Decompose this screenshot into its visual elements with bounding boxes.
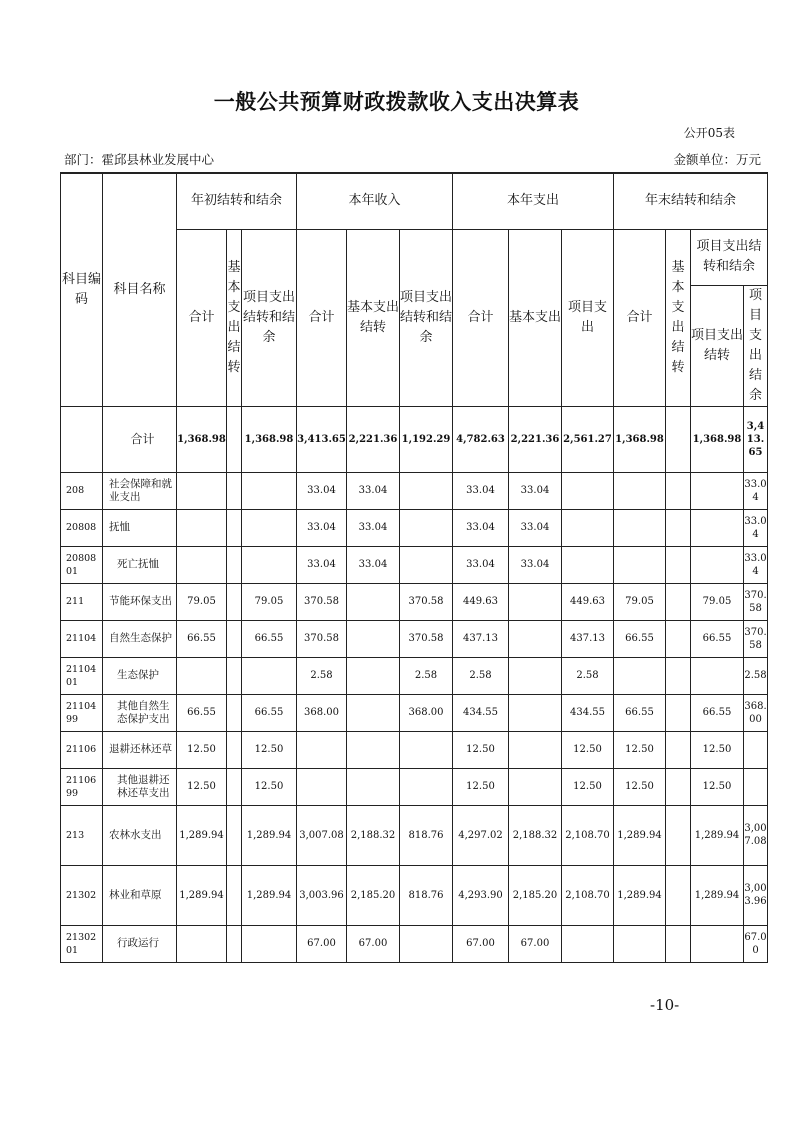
amount-cell (177, 546, 227, 583)
amount-cell (666, 546, 691, 583)
subject-name-cell: 退耕还林还草 (103, 731, 177, 768)
amount-cell: 33.04 (347, 546, 400, 583)
header-group-begin: 年初结转和结余 (177, 173, 297, 229)
table-row (61, 925, 768, 962)
subject-name-cell: 社会保障和就业支出 (103, 472, 177, 509)
amount-cell: 1,192.29 (400, 406, 453, 472)
subject-code-cell: 2130201 (61, 925, 103, 962)
amount-cell (347, 657, 400, 694)
amount-cell (227, 805, 242, 865)
amount-cell (509, 731, 562, 768)
header-income-basic: 基本支出结转 (347, 229, 400, 406)
amount-cell: 818.76 (400, 865, 453, 925)
amount-cell (509, 694, 562, 731)
amount-cell: 434.55 (453, 694, 509, 731)
amount-cell (614, 657, 666, 694)
amount-cell (227, 546, 242, 583)
amount-cell (227, 865, 242, 925)
amount-cell: 12.50 (562, 768, 614, 805)
header-begin-project: 项目支出结转和结余 (242, 229, 297, 406)
table-row (61, 546, 768, 583)
amount-cell (297, 768, 347, 805)
amount-cell: 79.05 (691, 583, 744, 620)
amount-cell (227, 406, 242, 472)
subject-name-cell: 节能环保支出 (103, 583, 177, 620)
amount-unit-label: 金额单位：万元 (673, 152, 761, 167)
amount-cell (227, 731, 242, 768)
amount-cell (666, 472, 691, 509)
amount-cell (744, 731, 768, 768)
amount-cell (666, 694, 691, 731)
amount-cell (227, 768, 242, 805)
header-end-project-surplus: 项目支出结余 (744, 285, 768, 406)
subject-code-cell: 21106 (61, 731, 103, 768)
amount-cell: 66.55 (691, 694, 744, 731)
subject-code-cell: 213 (61, 805, 103, 865)
amount-cell: 1,368.98 (691, 406, 744, 472)
amount-cell: 2,108.70 (562, 865, 614, 925)
amount-cell (400, 546, 453, 583)
subject-code-cell: 211 (61, 583, 103, 620)
amount-cell: 12.50 (614, 731, 666, 768)
amount-cell: 437.13 (453, 620, 509, 657)
subject-name-cell: 死亡抚恤 (103, 546, 177, 583)
subject-code-cell: 21302 (61, 865, 103, 925)
amount-cell: 1,289.94 (242, 805, 297, 865)
amount-cell: 33.04 (347, 472, 400, 509)
amount-cell (691, 657, 744, 694)
table-row (61, 805, 768, 865)
amount-cell: 66.55 (242, 694, 297, 731)
amount-cell (347, 583, 400, 620)
amount-cell: 1,289.94 (691, 805, 744, 865)
amount-cell: 434.55 (562, 694, 614, 731)
amount-cell: 1,289.94 (177, 865, 227, 925)
amount-cell: 79.05 (614, 583, 666, 620)
amount-cell: 368.00 (400, 694, 453, 731)
subject-code-cell (61, 406, 103, 472)
amount-cell: 33.04 (744, 509, 768, 546)
amount-cell: 437.13 (562, 620, 614, 657)
amount-cell (347, 768, 400, 805)
amount-cell: 818.76 (400, 805, 453, 865)
header-begin-basic: 基本支出结转 (227, 229, 242, 406)
amount-cell (297, 731, 347, 768)
amount-cell (666, 925, 691, 962)
amount-cell: 2,188.32 (509, 805, 562, 865)
amount-cell: 33.04 (509, 509, 562, 546)
page-title: 一般公共预算财政拨款收入支出决算表 (213, 90, 580, 114)
amount-cell: 33.04 (297, 472, 347, 509)
department-label: 部门：霍邱县林业发展中心 (64, 152, 215, 167)
amount-cell: 449.63 (562, 583, 614, 620)
amount-cell: 33.04 (297, 546, 347, 583)
amount-cell: 33.04 (453, 509, 509, 546)
amount-cell (242, 925, 297, 962)
amount-cell (509, 768, 562, 805)
amount-cell: 3,003.96 (744, 865, 768, 925)
amount-cell (691, 546, 744, 583)
amount-cell: 2,185.20 (347, 865, 400, 925)
amount-cell: 3,413.65 (297, 406, 347, 472)
amount-cell (227, 583, 242, 620)
subject-name-cell: 行政运行 (103, 925, 177, 962)
amount-cell: 1,289.94 (691, 865, 744, 925)
amount-cell: 12.50 (177, 731, 227, 768)
amount-cell: 33.04 (453, 472, 509, 509)
table-row (61, 694, 768, 731)
amount-cell: 67.00 (744, 925, 768, 962)
amount-cell (666, 620, 691, 657)
header-expense-project: 项目支出 (562, 229, 614, 406)
amount-cell: 370.58 (297, 620, 347, 657)
amount-cell: 1,368.98 (177, 406, 227, 472)
amount-cell: 368.00 (744, 694, 768, 731)
amount-cell (666, 731, 691, 768)
header-end-project-group: 项目支出结转和结余 (691, 229, 768, 285)
amount-cell: 12.50 (562, 731, 614, 768)
amount-cell: 2,188.32 (347, 805, 400, 865)
amount-cell (666, 509, 691, 546)
table-row (61, 731, 768, 768)
header-end-project-carryover: 项目支出结转 (691, 285, 744, 406)
amount-cell: 368.00 (297, 694, 347, 731)
amount-cell: 370.58 (744, 620, 768, 657)
amount-cell (614, 925, 666, 962)
amount-cell: 33.04 (297, 509, 347, 546)
amount-cell: 2,108.70 (562, 805, 614, 865)
amount-cell: 1,289.94 (614, 865, 666, 925)
amount-cell: 66.55 (614, 694, 666, 731)
amount-cell: 12.50 (453, 731, 509, 768)
total-row (61, 406, 768, 472)
subject-name-cell: 合计 (103, 406, 177, 472)
amount-cell (400, 731, 453, 768)
amount-cell: 66.55 (691, 620, 744, 657)
amount-cell (666, 865, 691, 925)
amount-cell (400, 925, 453, 962)
amount-cell: 370.58 (744, 583, 768, 620)
table-row (61, 583, 768, 620)
header-end-basic: 基本支出结转 (666, 229, 691, 406)
amount-cell: 2.58 (562, 657, 614, 694)
amount-cell (562, 509, 614, 546)
amount-cell: 12.50 (614, 768, 666, 805)
amount-cell (227, 472, 242, 509)
amount-cell (227, 620, 242, 657)
amount-cell: 4,293.90 (453, 865, 509, 925)
amount-cell (227, 509, 242, 546)
amount-cell: 33.04 (453, 546, 509, 583)
subject-name-cell: 生态保护 (103, 657, 177, 694)
amount-cell: 66.55 (177, 694, 227, 731)
amount-cell: 1,368.98 (614, 406, 666, 472)
amount-cell: 67.00 (453, 925, 509, 962)
amount-cell: 2,221.36 (347, 406, 400, 472)
subject-code-cell: 208 (61, 472, 103, 509)
subject-code-cell: 2110499 (61, 694, 103, 731)
amount-cell: 79.05 (177, 583, 227, 620)
amount-cell (562, 472, 614, 509)
amount-cell: 67.00 (347, 925, 400, 962)
table-row (61, 865, 768, 925)
amount-cell: 33.04 (347, 509, 400, 546)
amount-cell (177, 925, 227, 962)
amount-cell (509, 620, 562, 657)
amount-cell (691, 472, 744, 509)
table-row (61, 657, 768, 694)
subject-code-cell: 20808 (61, 509, 103, 546)
amount-cell: 370.58 (400, 583, 453, 620)
amount-cell (666, 805, 691, 865)
amount-cell: 2,185.20 (509, 865, 562, 925)
amount-cell: 1,368.98 (242, 406, 297, 472)
form-number: 公开05表 (683, 126, 735, 140)
amount-cell: 79.05 (242, 583, 297, 620)
amount-cell (177, 657, 227, 694)
header-income-project: 项目支出结转和结余 (400, 229, 453, 406)
amount-cell: 2.58 (744, 657, 768, 694)
amount-cell (744, 768, 768, 805)
amount-cell: 12.50 (691, 768, 744, 805)
budget-table (60, 172, 768, 963)
amount-cell (227, 657, 242, 694)
amount-cell: 12.50 (177, 768, 227, 805)
amount-cell: 33.04 (744, 472, 768, 509)
amount-cell: 3,007.08 (297, 805, 347, 865)
amount-cell: 12.50 (242, 768, 297, 805)
amount-cell (614, 546, 666, 583)
page-number: -10- (650, 996, 680, 1014)
amount-cell: 67.00 (297, 925, 347, 962)
header-expense-basic: 基本支出 (509, 229, 562, 406)
amount-cell (691, 509, 744, 546)
header-expense-total: 合计 (453, 229, 509, 406)
amount-cell: 66.55 (177, 620, 227, 657)
amount-cell: 1,289.94 (242, 865, 297, 925)
amount-cell (227, 925, 242, 962)
amount-cell: 66.55 (242, 620, 297, 657)
table-row (61, 509, 768, 546)
amount-cell (614, 509, 666, 546)
amount-cell: 33.04 (509, 472, 562, 509)
amount-cell: 370.58 (297, 583, 347, 620)
header-end-total: 合计 (614, 229, 666, 406)
amount-cell (400, 472, 453, 509)
amount-cell: 12.50 (242, 731, 297, 768)
amount-cell (347, 731, 400, 768)
amount-cell: 3,003.96 (297, 865, 347, 925)
amount-cell: 2,221.36 (509, 406, 562, 472)
table-row (61, 472, 768, 509)
amount-cell: 12.50 (453, 768, 509, 805)
amount-cell (177, 509, 227, 546)
header-group-end: 年末结转和结余 (614, 173, 768, 229)
amount-cell (400, 509, 453, 546)
amount-cell (509, 657, 562, 694)
amount-cell (400, 768, 453, 805)
amount-cell: 2.58 (400, 657, 453, 694)
amount-cell: 4,297.02 (453, 805, 509, 865)
amount-cell (666, 768, 691, 805)
amount-cell: 1,289.94 (614, 805, 666, 865)
subject-name-cell: 林业和草原 (103, 865, 177, 925)
amount-cell: 12.50 (691, 731, 744, 768)
header-subject-name: 科目名称 (103, 173, 177, 406)
header-begin-total: 合计 (177, 229, 227, 406)
amount-cell (242, 472, 297, 509)
amount-cell (562, 546, 614, 583)
subject-name-cell: 其他退耕还林还草支出 (103, 768, 177, 805)
amount-cell: 449.63 (453, 583, 509, 620)
header-income-total: 合计 (297, 229, 347, 406)
amount-cell: 33.04 (744, 546, 768, 583)
subject-code-cell: 2110401 (61, 657, 103, 694)
subject-name-cell: 自然生态保护 (103, 620, 177, 657)
amount-cell (177, 472, 227, 509)
amount-cell: 67.00 (509, 925, 562, 962)
table-row (61, 620, 768, 657)
amount-cell (242, 657, 297, 694)
amount-cell: 3,007.08 (744, 805, 768, 865)
header-subject-code: 科目编码 (61, 173, 103, 406)
amount-cell (227, 694, 242, 731)
amount-cell (666, 657, 691, 694)
amount-cell: 4,782.63 (453, 406, 509, 472)
amount-cell: 2,561.27 (562, 406, 614, 472)
amount-cell (562, 925, 614, 962)
amount-cell (347, 694, 400, 731)
amount-cell: 66.55 (614, 620, 666, 657)
subject-code-cell: 21104 (61, 620, 103, 657)
amount-cell (509, 583, 562, 620)
amount-cell (666, 406, 691, 472)
subject-name-cell: 农林水支出 (103, 805, 177, 865)
amount-cell (347, 620, 400, 657)
amount-cell (242, 546, 297, 583)
subject-code-cell: 2110699 (61, 768, 103, 805)
subject-code-cell: 2080801 (61, 546, 103, 583)
subject-name-cell: 抚恤 (103, 509, 177, 546)
amount-cell: 2.58 (453, 657, 509, 694)
amount-cell: 33.04 (509, 546, 562, 583)
header-group-expense: 本年支出 (453, 173, 614, 229)
amount-cell (614, 472, 666, 509)
amount-cell (242, 509, 297, 546)
amount-cell (691, 925, 744, 962)
table-row (61, 768, 768, 805)
amount-cell (666, 583, 691, 620)
amount-cell: 370.58 (400, 620, 453, 657)
amount-cell: 3,413.65 (744, 406, 768, 472)
subject-name-cell: 其他自然生态保护支出 (103, 694, 177, 731)
header-group-income: 本年收入 (297, 173, 453, 229)
amount-cell: 1,289.94 (177, 805, 227, 865)
amount-cell: 2.58 (297, 657, 347, 694)
